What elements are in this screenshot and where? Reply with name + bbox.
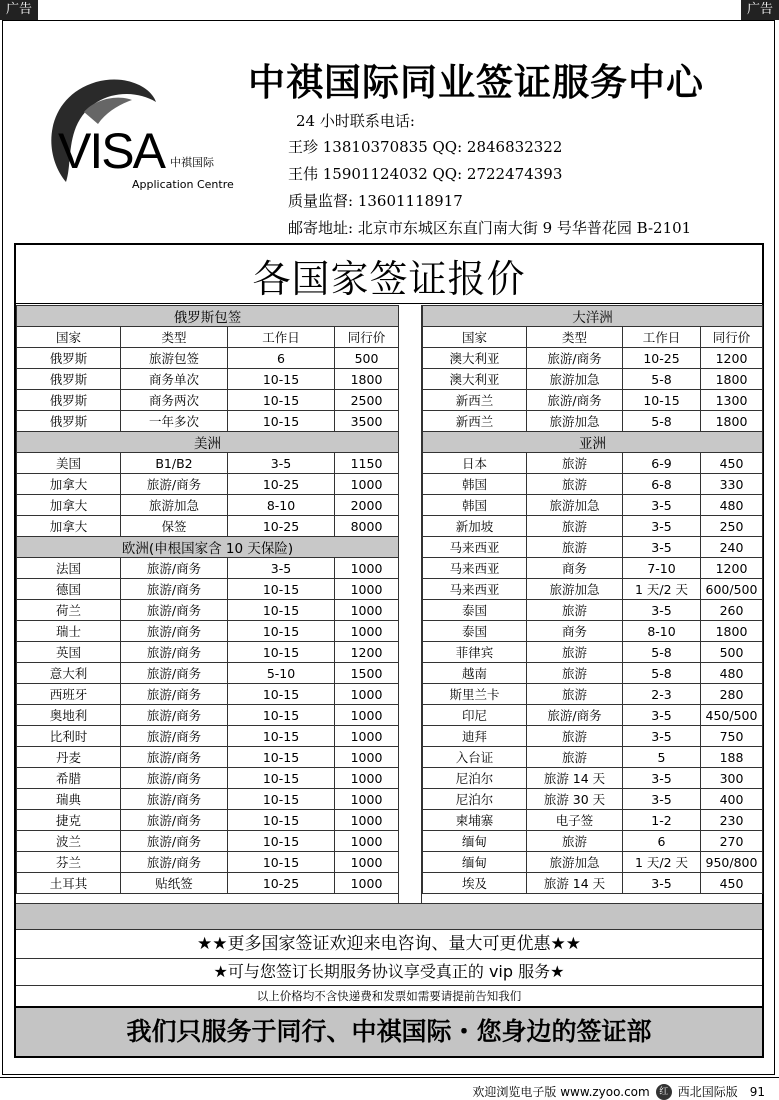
price-cell: 3500 xyxy=(335,411,399,432)
price-cell: 1000 xyxy=(335,474,399,495)
visa-type-cell: 旅游 xyxy=(527,831,623,852)
country-cell: 俄罗斯 xyxy=(17,369,121,390)
table-row xyxy=(17,453,399,474)
workdays-cell: 5 xyxy=(623,747,701,768)
country-cell: 斯里兰卡 xyxy=(423,684,527,705)
workdays-cell: 10-15 xyxy=(228,789,335,810)
column-header: 同行价 xyxy=(335,327,399,348)
table-row xyxy=(423,873,763,894)
column-header: 工作日 xyxy=(623,327,701,348)
workdays-cell: 10-15 xyxy=(228,852,335,873)
price-cell: 600/500 xyxy=(701,579,763,600)
country-cell: 瑞士 xyxy=(17,621,121,642)
workdays-cell: 10-15 xyxy=(228,768,335,789)
table-row xyxy=(17,789,399,810)
column-header-row xyxy=(423,327,763,348)
column-header: 工作日 xyxy=(228,327,335,348)
table-row xyxy=(423,705,763,726)
visa-type-cell: 旅游/商务 xyxy=(121,768,228,789)
table-row xyxy=(423,789,763,810)
workdays-cell: 3-5 xyxy=(228,453,335,474)
section-title: 俄罗斯包签 xyxy=(17,306,399,327)
price-cell: 1800 xyxy=(701,621,763,642)
country-cell: 日本 xyxy=(423,453,527,474)
price-cell: 1000 xyxy=(335,831,399,852)
table-row xyxy=(17,705,399,726)
table-row xyxy=(17,747,399,768)
visa-type-cell: 旅游 xyxy=(527,474,623,495)
country-cell: 荷兰 xyxy=(17,600,121,621)
price-cell: 450 xyxy=(701,453,763,474)
price-cell: 1500 xyxy=(335,663,399,684)
table-row xyxy=(423,579,763,600)
workdays-cell: 3-5 xyxy=(623,789,701,810)
table-row xyxy=(17,600,399,621)
visa-type-cell: 旅游/商务 xyxy=(121,789,228,810)
section-title: 欧洲(申根国家含 10 天保险) xyxy=(17,537,399,558)
price-cell: 1000 xyxy=(335,810,399,831)
table-row xyxy=(423,852,763,873)
section-header xyxy=(423,306,763,327)
price-cell: 950/800 xyxy=(701,852,763,873)
price-cell: 1150 xyxy=(335,453,399,474)
contact-line: 王伟 15901124032 QQ: 2722474393 xyxy=(288,165,563,183)
table-row xyxy=(17,558,399,579)
price-cell: 260 xyxy=(701,600,763,621)
table-row xyxy=(17,348,399,369)
country-cell: 芬兰 xyxy=(17,852,121,873)
table-row xyxy=(423,747,763,768)
workdays-cell: 3-5 xyxy=(623,600,701,621)
page-footer xyxy=(472,1083,765,1100)
workdays-cell: 3-5 xyxy=(623,768,701,789)
visa-type-cell: 旅游/商务 xyxy=(121,579,228,600)
country-cell: 英国 xyxy=(17,642,121,663)
workdays-cell: 10-25 xyxy=(228,516,335,537)
workdays-cell: 10-15 xyxy=(228,642,335,663)
right-price-table xyxy=(422,305,763,894)
visa-type-cell: 旅游 14 天 xyxy=(527,768,623,789)
table-row xyxy=(17,684,399,705)
visa-type-cell: 旅游/商务 xyxy=(121,663,228,684)
price-cell: 480 xyxy=(701,495,763,516)
country-cell: 菲律宾 xyxy=(423,642,527,663)
table-row xyxy=(423,390,763,411)
price-cell: 450/500 xyxy=(701,705,763,726)
visa-type-cell: 旅游/商务 xyxy=(121,600,228,621)
workdays-cell: 10-15 xyxy=(228,705,335,726)
table-row xyxy=(17,411,399,432)
country-cell: 俄罗斯 xyxy=(17,348,121,369)
workdays-cell: 10-15 xyxy=(228,726,335,747)
country-cell: 加拿大 xyxy=(17,495,121,516)
workdays-cell: 10-15 xyxy=(228,600,335,621)
country-cell: 迪拜 xyxy=(423,726,527,747)
address-line: 邮寄地址: 北京市东城区东直门南大街 9 号华普花园 B-2101 xyxy=(288,219,692,237)
table-row xyxy=(423,642,763,663)
country-cell: 加拿大 xyxy=(17,516,121,537)
country-cell: 俄罗斯 xyxy=(17,411,121,432)
welcome-text: 欢迎浏览电子版 www.zyoo.com xyxy=(472,1085,650,1099)
page-number: 91 xyxy=(749,1084,765,1099)
workdays-cell: 10-15 xyxy=(228,684,335,705)
workdays-cell: 10-25 xyxy=(228,474,335,495)
workdays-cell: 1-2 xyxy=(623,810,701,831)
visa-type-cell: 旅游 xyxy=(527,642,623,663)
price-cell: 1800 xyxy=(335,369,399,390)
workdays-cell: 5-8 xyxy=(623,411,701,432)
table-row xyxy=(423,474,763,495)
table-row xyxy=(17,621,399,642)
workdays-cell: 3-5 xyxy=(623,873,701,894)
workdays-cell: 10-15 xyxy=(228,831,335,852)
visa-type-cell: 旅游/商务 xyxy=(121,684,228,705)
country-cell: 俄罗斯 xyxy=(17,390,121,411)
workdays-cell: 10-15 xyxy=(228,747,335,768)
promo-line: ★★更多国家签证欢迎来电咨询、量大可更优惠★★ xyxy=(16,929,762,958)
visa-type-cell: 保签 xyxy=(121,516,228,537)
workdays-cell: 8-10 xyxy=(228,495,335,516)
visa-type-cell: 旅游/商务 xyxy=(121,852,228,873)
visa-type-cell: 旅游 xyxy=(527,453,623,474)
footer-gray-band xyxy=(16,903,762,930)
price-cell: 1800 xyxy=(701,411,763,432)
price-cell: 1800 xyxy=(701,369,763,390)
workdays-cell: 10-15 xyxy=(228,621,335,642)
workdays-cell: 10-15 xyxy=(623,390,701,411)
price-cell: 1000 xyxy=(335,789,399,810)
workdays-cell: 6-8 xyxy=(623,474,701,495)
visa-type-cell: 旅游 xyxy=(527,684,623,705)
price-cell: 480 xyxy=(701,663,763,684)
visa-type-cell: 旅游/商务 xyxy=(527,348,623,369)
country-cell: 泰国 xyxy=(423,621,527,642)
country-cell: 丹麦 xyxy=(17,747,121,768)
workdays-cell: 6 xyxy=(623,831,701,852)
visa-type-cell: 旅游 xyxy=(527,516,623,537)
left-price-table xyxy=(16,305,399,894)
edition-text: 西北国际版 xyxy=(677,1085,738,1099)
table-row xyxy=(17,390,399,411)
price-cell: 1000 xyxy=(335,747,399,768)
workdays-cell: 5-8 xyxy=(623,369,701,390)
workdays-cell: 3-5 xyxy=(623,537,701,558)
visa-type-cell: 旅游 xyxy=(527,537,623,558)
ad-tag-right: 广告 xyxy=(741,0,779,20)
visa-type-cell: 旅游/商务 xyxy=(527,705,623,726)
table-row xyxy=(17,642,399,663)
workdays-cell: 3-5 xyxy=(623,726,701,747)
country-cell: 尼泊尔 xyxy=(423,768,527,789)
visa-type-cell: 旅游/商务 xyxy=(121,726,228,747)
page-title: 中祺国际同业签证服务中心 xyxy=(248,61,704,104)
table-row xyxy=(423,684,763,705)
visa-type-cell: B1/B2 xyxy=(121,453,228,474)
slogan: 我们只服务于同行、中祺国际・您身边的签证部 xyxy=(16,1006,762,1056)
country-cell: 新加坡 xyxy=(423,516,527,537)
price-cell: 1000 xyxy=(335,726,399,747)
badge-icon: 红 xyxy=(656,1084,672,1100)
workdays-cell: 10-15 xyxy=(228,810,335,831)
table-row xyxy=(423,369,763,390)
visa-type-cell: 旅游加急 xyxy=(527,495,623,516)
price-cell: 1000 xyxy=(335,558,399,579)
visa-type-cell: 旅游/商务 xyxy=(121,705,228,726)
country-cell: 入台证 xyxy=(423,747,527,768)
country-cell: 澳大利亚 xyxy=(423,348,527,369)
visa-type-cell: 旅游 xyxy=(527,726,623,747)
workdays-cell: 1 天/2 天 xyxy=(623,579,701,600)
price-cell: 1000 xyxy=(335,873,399,894)
table-row xyxy=(423,453,763,474)
visa-type-cell: 旅游/商务 xyxy=(121,642,228,663)
price-cell: 300 xyxy=(701,768,763,789)
visa-wordmark: VISA xyxy=(58,123,164,179)
logo-cn-text: 中祺国际 xyxy=(170,156,214,169)
visa-type-cell: 旅游加急 xyxy=(527,369,623,390)
price-cell: 1000 xyxy=(335,600,399,621)
column-header: 同行价 xyxy=(701,327,763,348)
workdays-cell: 3-5 xyxy=(623,516,701,537)
country-cell: 新西兰 xyxy=(423,390,527,411)
visa-logo xyxy=(36,72,236,202)
visa-type-cell: 旅游/商务 xyxy=(121,558,228,579)
country-cell: 韩国 xyxy=(423,474,527,495)
table-row xyxy=(17,810,399,831)
country-cell: 法国 xyxy=(17,558,121,579)
visa-type-cell: 旅游/商务 xyxy=(121,474,228,495)
workdays-cell: 10-15 xyxy=(228,369,335,390)
table-row xyxy=(17,768,399,789)
column-gap xyxy=(398,305,422,903)
workdays-cell: 3-5 xyxy=(623,705,701,726)
workdays-cell: 10-25 xyxy=(623,348,701,369)
country-cell: 柬埔寨 xyxy=(423,810,527,831)
price-cell: 230 xyxy=(701,810,763,831)
price-cell: 280 xyxy=(701,684,763,705)
table-row xyxy=(423,663,763,684)
table-row xyxy=(17,495,399,516)
table-row xyxy=(17,516,399,537)
country-cell: 捷克 xyxy=(17,810,121,831)
column-header-row xyxy=(17,327,399,348)
visa-type-cell: 旅游 xyxy=(527,663,623,684)
price-cell: 450 xyxy=(701,873,763,894)
price-cell: 2000 xyxy=(335,495,399,516)
country-cell: 马来西亚 xyxy=(423,558,527,579)
visa-type-cell: 旅游 30 天 xyxy=(527,789,623,810)
country-cell: 越南 xyxy=(423,663,527,684)
bottom-rule xyxy=(0,1077,779,1078)
country-cell: 缅甸 xyxy=(423,831,527,852)
logo-sub-text: Application Centre xyxy=(132,178,234,191)
country-cell: 泰国 xyxy=(423,600,527,621)
country-cell: 德国 xyxy=(17,579,121,600)
country-cell: 奥地利 xyxy=(17,705,121,726)
workdays-cell: 3-5 xyxy=(228,558,335,579)
table-row xyxy=(17,726,399,747)
visa-type-cell: 旅游 xyxy=(527,600,623,621)
table-row xyxy=(17,663,399,684)
price-cell: 500 xyxy=(335,348,399,369)
country-cell: 西班牙 xyxy=(17,684,121,705)
section-title: 美洲 xyxy=(17,432,399,453)
visa-type-cell: 旅游/商务 xyxy=(527,390,623,411)
workdays-cell: 6-9 xyxy=(623,453,701,474)
table-row xyxy=(423,768,763,789)
column-header: 国家 xyxy=(17,327,121,348)
workdays-cell: 2-3 xyxy=(623,684,701,705)
table-row xyxy=(17,873,399,894)
price-cell: 1000 xyxy=(335,579,399,600)
price-cell: 1300 xyxy=(701,390,763,411)
price-cell: 270 xyxy=(701,831,763,852)
table-row xyxy=(423,348,763,369)
table-row xyxy=(17,831,399,852)
country-cell: 希腊 xyxy=(17,768,121,789)
table-row xyxy=(17,579,399,600)
visa-type-cell: 旅游加急 xyxy=(527,579,623,600)
workdays-cell: 5-10 xyxy=(228,663,335,684)
table-row xyxy=(423,600,763,621)
price-cell: 1200 xyxy=(701,558,763,579)
column-header: 类型 xyxy=(121,327,228,348)
table-row xyxy=(423,831,763,852)
price-cell: 1200 xyxy=(335,642,399,663)
contact-line: 质量监督: 13601118917 xyxy=(288,192,463,210)
price-cell: 250 xyxy=(701,516,763,537)
visa-type-cell: 旅游/商务 xyxy=(121,810,228,831)
visa-type-cell: 贴纸签 xyxy=(121,873,228,894)
price-cell: 330 xyxy=(701,474,763,495)
table-row xyxy=(423,726,763,747)
table-row xyxy=(17,369,399,390)
visa-type-cell: 旅游 xyxy=(527,747,623,768)
section-title: 亚洲 xyxy=(423,432,763,453)
divider xyxy=(16,303,762,304)
country-cell: 马来西亚 xyxy=(423,537,527,558)
country-cell: 土耳其 xyxy=(17,873,121,894)
table-row xyxy=(423,516,763,537)
price-cell: 1000 xyxy=(335,705,399,726)
workdays-cell: 7-10 xyxy=(623,558,701,579)
country-cell: 澳大利亚 xyxy=(423,369,527,390)
workdays-cell: 1 天/2 天 xyxy=(623,852,701,873)
workdays-cell: 10-15 xyxy=(228,390,335,411)
table-row xyxy=(423,621,763,642)
workdays-cell: 10-25 xyxy=(228,873,335,894)
visa-type-cell: 电子签 xyxy=(527,810,623,831)
vip-line: ★可与您签订长期服务协议享受真正的 vip 服务★ xyxy=(16,958,762,985)
country-cell: 比利时 xyxy=(17,726,121,747)
table-row xyxy=(423,411,763,432)
country-cell: 波兰 xyxy=(17,831,121,852)
country-cell: 缅甸 xyxy=(423,852,527,873)
hotline-label: 24 小时联系电话: xyxy=(296,112,415,130)
workdays-cell: 8-10 xyxy=(623,621,701,642)
section-title: 大洋洲 xyxy=(423,306,763,327)
visa-type-cell: 旅游 14 天 xyxy=(527,873,623,894)
visa-type-cell: 旅游/商务 xyxy=(121,621,228,642)
ad-tag-left: 广告 xyxy=(0,0,38,20)
visa-type-cell: 旅游/商务 xyxy=(121,831,228,852)
country-cell: 韩国 xyxy=(423,495,527,516)
workdays-cell: 6 xyxy=(228,348,335,369)
table-row xyxy=(17,474,399,495)
country-cell: 尼泊尔 xyxy=(423,789,527,810)
price-cell: 240 xyxy=(701,537,763,558)
price-cell: 750 xyxy=(701,726,763,747)
price-cell: 1000 xyxy=(335,621,399,642)
workdays-cell: 10-15 xyxy=(228,579,335,600)
visa-type-cell: 商务两次 xyxy=(121,390,228,411)
visa-type-cell: 旅游加急 xyxy=(121,495,228,516)
country-cell: 埃及 xyxy=(423,873,527,894)
table-row xyxy=(423,537,763,558)
country-cell: 意大利 xyxy=(17,663,121,684)
section-header xyxy=(17,306,399,327)
section-header xyxy=(17,537,399,558)
price-cell: 1200 xyxy=(701,348,763,369)
table-row xyxy=(423,495,763,516)
country-cell: 加拿大 xyxy=(17,474,121,495)
price-cell: 500 xyxy=(701,642,763,663)
column-header: 类型 xyxy=(527,327,623,348)
price-cell: 1000 xyxy=(335,768,399,789)
country-cell: 美国 xyxy=(17,453,121,474)
price-cell: 8000 xyxy=(335,516,399,537)
country-cell: 瑞典 xyxy=(17,789,121,810)
table-row xyxy=(423,810,763,831)
price-cell: 188 xyxy=(701,747,763,768)
visa-type-cell: 商务 xyxy=(527,558,623,579)
country-cell: 印尼 xyxy=(423,705,527,726)
visa-type-cell: 旅游/商务 xyxy=(121,747,228,768)
price-cell: 1000 xyxy=(335,852,399,873)
price-cell: 1000 xyxy=(335,684,399,705)
workdays-cell: 5-8 xyxy=(623,642,701,663)
price-cell: 400 xyxy=(701,789,763,810)
visa-type-cell: 旅游加急 xyxy=(527,411,623,432)
country-cell: 新西兰 xyxy=(423,411,527,432)
price-cell: 2500 xyxy=(335,390,399,411)
section-header xyxy=(423,432,763,453)
price-title: 各国家签证报价 xyxy=(252,257,526,301)
price-note: 以上价格均不含快递费和发票如需要请提前告知我们 xyxy=(16,985,762,1006)
visa-type-cell: 旅游加急 xyxy=(527,852,623,873)
section-header xyxy=(17,432,399,453)
visa-type-cell: 商务 xyxy=(527,621,623,642)
visa-type-cell: 旅游包签 xyxy=(121,348,228,369)
country-cell: 马来西亚 xyxy=(423,579,527,600)
contact-line: 王珍 13810370835 QQ: 2846832322 xyxy=(288,138,563,156)
column-header: 国家 xyxy=(423,327,527,348)
visa-type-cell: 商务单次 xyxy=(121,369,228,390)
table-row xyxy=(17,852,399,873)
visa-type-cell: 一年多次 xyxy=(121,411,228,432)
workdays-cell: 5-8 xyxy=(623,663,701,684)
workdays-cell: 10-15 xyxy=(228,411,335,432)
workdays-cell: 3-5 xyxy=(623,495,701,516)
table-row xyxy=(423,558,763,579)
